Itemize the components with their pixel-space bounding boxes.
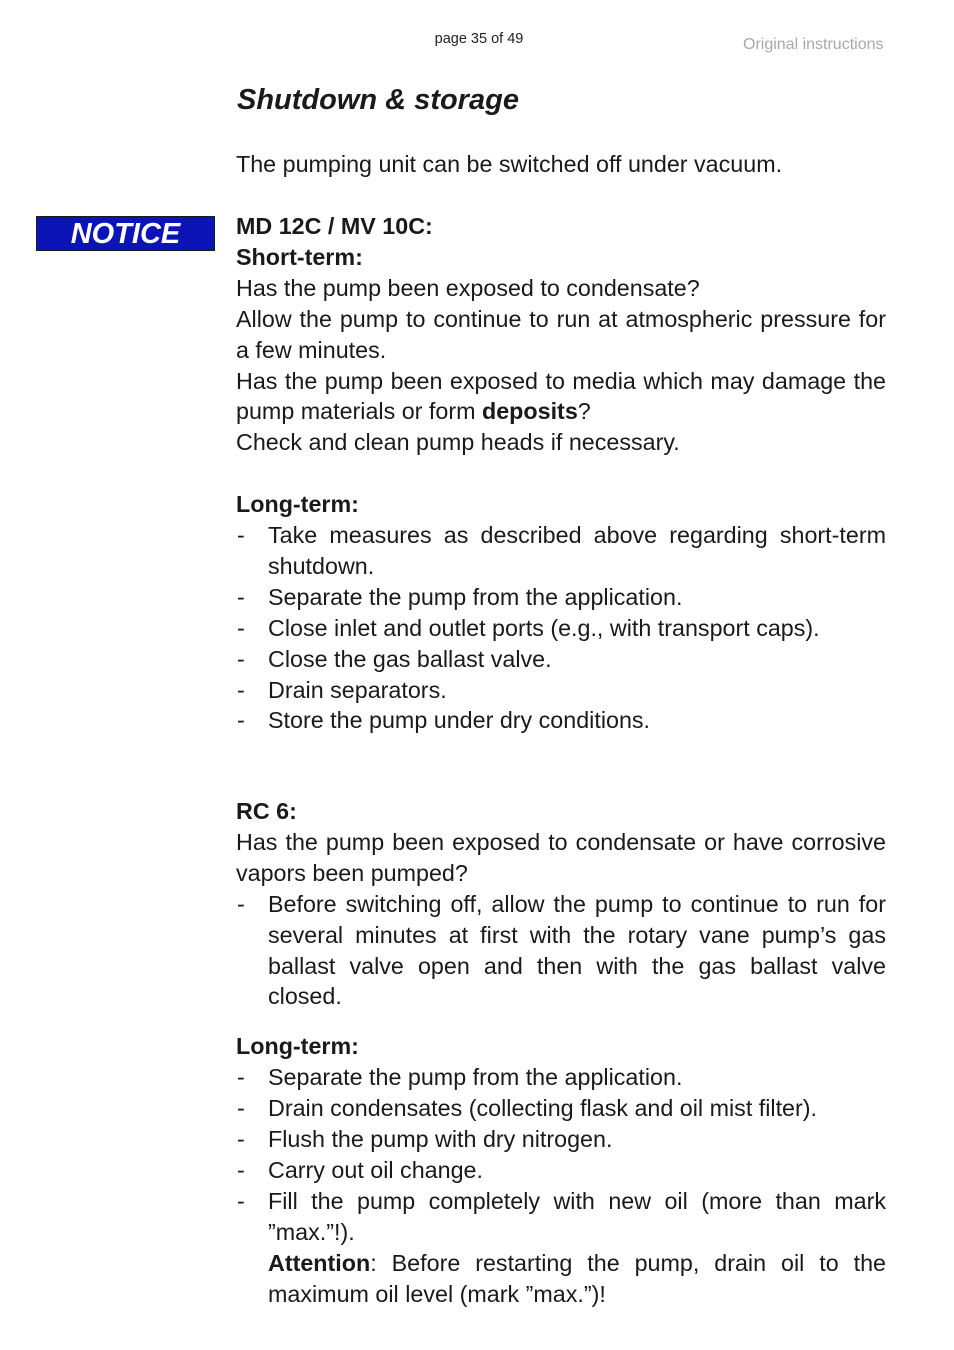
deposits-bold: deposits (481, 398, 578, 425)
md-line-2: Allow the pump to continue to run at atmospheric pressure for a few minutes. (236, 305, 886, 363)
md-long-term-list (236, 520, 886, 736)
md-line-3-post: ? (577, 398, 591, 425)
list-item: - Close inlet and outlet ports (e.g., with transport caps). (236, 613, 886, 644)
rc-heading: RC 6: (236, 798, 297, 824)
dash-marker: - (237, 1095, 245, 1122)
md-line-4: Check and clean pump heads if necessary. (236, 429, 680, 456)
attention-text: : Before restarting the pump, drain oil to the maximum oil level (mark ”max.”)! (268, 1249, 886, 1307)
document-label: Original instructions (743, 36, 884, 53)
md-line-3-pre: Has the pump been exposed to media which may damage the pump materials or form (236, 367, 886, 425)
rc-section (236, 796, 886, 1310)
list-item: - Drain separators. (236, 675, 886, 706)
dash-marker: - (237, 707, 245, 734)
dash-marker: - (237, 1187, 245, 1214)
list-item: - Take measures as described above regarding short-term shutdown. (237, 522, 886, 579)
md-long-term-heading: Long-term: (236, 491, 359, 518)
list-item: - Separate the pump from the application. (236, 582, 886, 613)
list-item: - Drain condensates (collecting flask and oil mist filter). (236, 1093, 886, 1124)
md-section (236, 211, 886, 736)
dash-marker: - (237, 614, 245, 641)
attention-bold: Attention (268, 1249, 371, 1276)
list-item: - Carry out oil change. (236, 1155, 886, 1186)
rc-long-term-list (236, 1062, 886, 1309)
page-title: Shutdown & storage (237, 84, 519, 116)
list-item: - Flush the pump with dry nitrogen. (236, 1124, 886, 1155)
dash-marker: - (237, 676, 245, 703)
dash-marker: - (237, 583, 245, 610)
intro-paragraph: The pumping unit can be switched off under vacuum. (236, 151, 783, 177)
intro-text (236, 149, 886, 180)
dash-marker: - (237, 1156, 245, 1183)
md-line-3 (236, 366, 886, 428)
list-item: - Store the pump under dry conditions. (236, 705, 886, 736)
list-item: - Fill the pump completely with new oil (more than mark ”max.”!). Attention: Before restarting the pump, drain oil to the maximum oil level (mark ”max.”)! (236, 1186, 886, 1310)
list-item: - Before switching off, allow the pump to continue to run for several minutes at first with the rotary vane pump’s gas ballast valve open and then with the gas ballast valve closed. (237, 890, 886, 1010)
dash-marker: - (237, 1126, 245, 1153)
attention-note (268, 1248, 886, 1310)
dash-marker: - (237, 645, 245, 672)
list-item: - Separate the pump from the application. (236, 1062, 886, 1093)
rc-intro: Has the pump been exposed to condensate or have corrosive vapors been pumped? (236, 828, 886, 886)
dash-marker: - (237, 890, 245, 917)
dash-marker: - (237, 1064, 245, 1091)
rc-long-term-heading: Long-term: (236, 1033, 359, 1060)
page-number: page 35 of 49 (434, 31, 524, 47)
list-item: - Close the gas ballast valve. (236, 644, 886, 675)
rc-list (236, 889, 886, 1013)
dash-marker: - (237, 522, 245, 549)
notice-badge: NOTICE (36, 216, 215, 251)
md-heading: MD 12C / MV 10C: (236, 213, 433, 239)
md-short-term-heading: Short-term: (236, 243, 363, 270)
md-line-1: Has the pump been exposed to condensate? (236, 274, 700, 301)
